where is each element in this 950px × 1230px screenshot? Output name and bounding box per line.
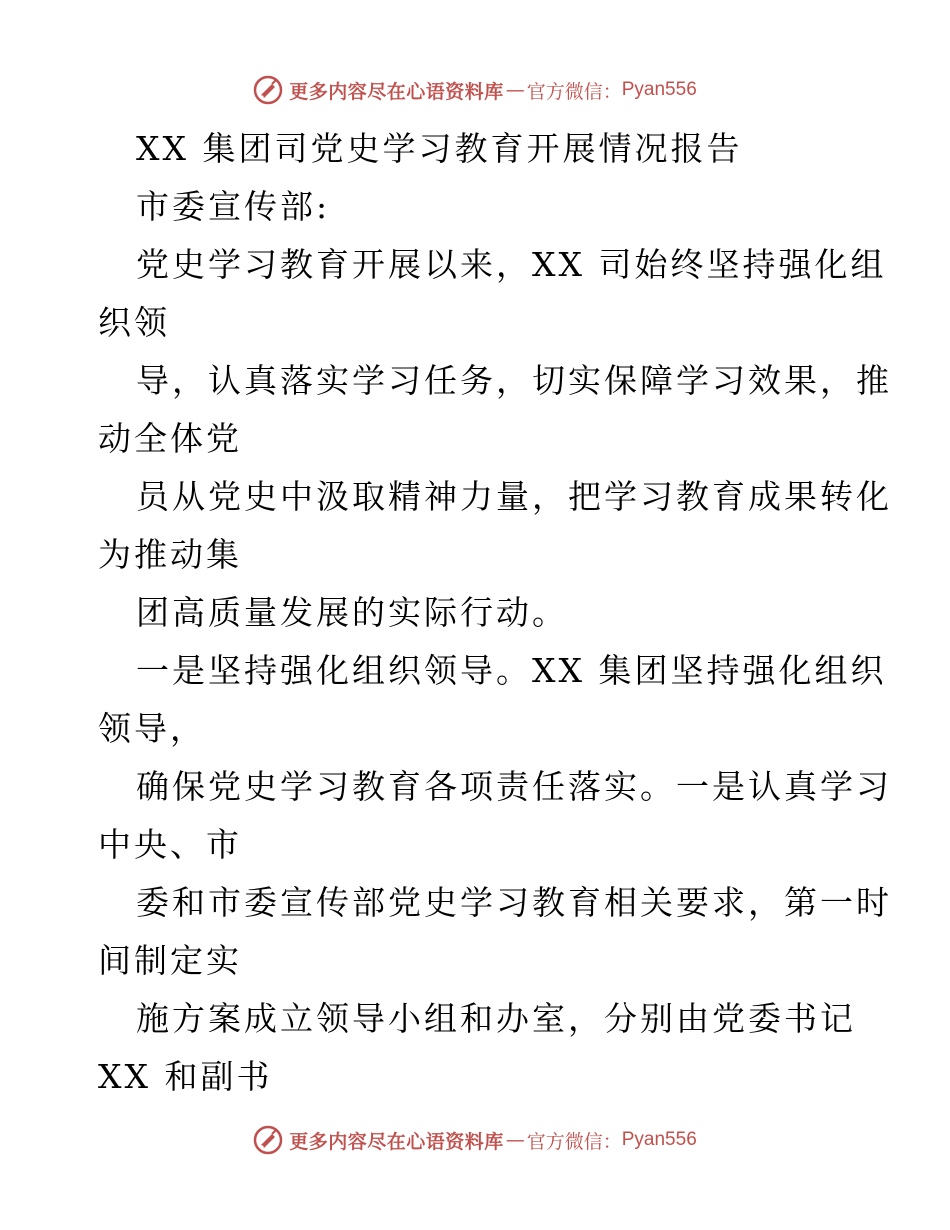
watermark-wechat-id: Pyan556	[621, 1129, 697, 1150]
paragraph-line: 党史学习教育开展以来，XX 司始终坚持强化组	[136, 245, 887, 284]
watermark-brand: 更多内容尽在心语资料库	[289, 1130, 504, 1153]
document-title: XX 集团司党史学习教育开展情况报告	[136, 129, 743, 168]
watermark-wechat-id: Pyan556	[621, 79, 697, 100]
paragraph-line: 领导，	[98, 709, 206, 748]
paragraph-line: 间制定实	[98, 941, 242, 980]
watermark-label: 官方微信：	[526, 1130, 622, 1153]
paragraph-line: 动全体党	[98, 419, 242, 458]
paragraph-line: 确保党史学习教育各项责任落实。一是认真学习	[136, 767, 892, 806]
paragraph-line: 为推动集	[98, 535, 242, 574]
watermark-dash: —	[505, 79, 525, 101]
document-addressee: 市委宣传部:	[136, 187, 331, 226]
watermark-label: 官方微信：	[526, 80, 622, 103]
paragraph-line: 织领	[98, 303, 170, 342]
footer-watermark	[0, 1120, 950, 1160]
paragraph-line: 委和市委宣传部党史学习教育相关要求，第一时	[136, 883, 892, 922]
paragraph-line: 一是坚持强化组织领导。XX 集团坚持强化组织	[136, 651, 887, 690]
watermark-dash: —	[505, 1129, 525, 1151]
paragraph-line: 施方案成立领导小组和办室，分别由党委书记	[136, 999, 856, 1038]
paragraph-line: 中央、市	[98, 825, 242, 864]
document-body	[98, 120, 892, 1106]
header-watermark	[0, 70, 950, 110]
fountain-pen-logo-icon	[253, 1125, 283, 1155]
paragraph-line: 员从党史中汲取精神力量，把学习教育成果转化	[136, 477, 892, 516]
paragraph-line: 导，认真落实学习任务，切实保障学习效果，推	[136, 361, 892, 400]
paragraph-line: XX 和副书	[98, 1057, 273, 1096]
fountain-pen-logo-icon	[253, 75, 283, 105]
watermark-brand: 更多内容尽在心语资料库	[289, 80, 504, 103]
paragraph-line: 团高质量发展的实际行动。	[136, 593, 568, 632]
